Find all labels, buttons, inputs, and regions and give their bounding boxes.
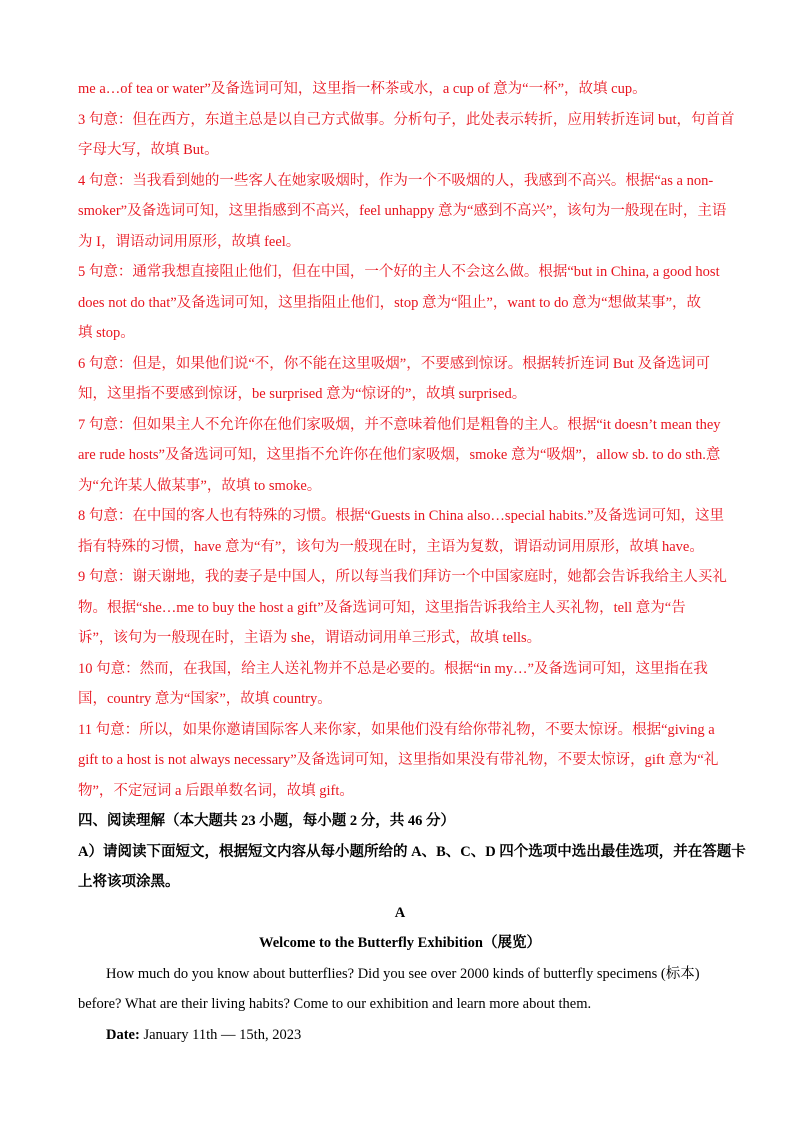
answer-line: 4 句意：当我看到她的一些客人在她家吸烟时，作为一个不吸烟的人，我感到不高兴。根据“as a non- <box>78 172 714 189</box>
section-instruction-cont: 上将该项涂黑。 <box>78 874 180 890</box>
section-instruction: A）请阅读下面短文，根据短文内容从每小题所给的 A、B、C、D 四个选项中选出最佳选项，并在答题卡 <box>78 843 746 860</box>
answer-item <box>78 105 735 166</box>
section-heading: 四、阅读理解（本大题共 23 小题，每小题 2 分，共 46 分） <box>78 813 455 829</box>
answer-line: 3 句意：但在西方，东道主总是以自己方式做事。分析句子，此处表示转折，应用转折连词 but，句首首 <box>78 111 735 128</box>
answer-line: 8 句意：在中国的客人也有特殊的习惯。根据“Guests in China also…special habits.”及备选词可知，这里 <box>78 508 725 524</box>
answer-line: 诉”，该句为一般现在时，主语为 she，谓语动词用单三形式，故填 tells。 <box>78 630 542 646</box>
answer-line: 填 stop。 <box>78 325 135 341</box>
answer-item <box>78 74 722 105</box>
answer-line: 物”，不定冠词 a 后跟单数名词，故填 gift。 <box>78 782 354 799</box>
answer-line: 字母大写，故填 But。 <box>78 142 219 158</box>
answer-item <box>78 715 722 807</box>
answer-line: 11 句意：所以，如果你邀请国际客人来你家，如果他们没有给你带礼物，不要太惊讶。根据“giving a <box>78 721 715 738</box>
answer-line: 国，country 意为“国家”，故填 country。 <box>78 691 332 707</box>
answer-item <box>78 166 727 258</box>
answer-item <box>78 349 722 410</box>
answer-line: gift to a host is not always necessary”及备选词可知，这里指如果没有带礼物，不要太惊讶，gift 意为“礼 <box>78 752 719 768</box>
answer-line: 为“允许某人做某事”，故填 to smoke。 <box>78 477 322 494</box>
answer-line: are rude hosts”及备选词可知，这里指不允许你在他们家吸烟，smoke 意为“吸烟”，allow sb. to do sth.意 <box>78 447 721 463</box>
passage-title: Welcome to the Butterfly Exhibition（展览） <box>259 935 541 951</box>
answer-line: smoker”及备选词可知，这里指感到不高兴，feel unhappy 意为“感到不高兴”，该句为一般现在时，主语 <box>78 203 727 219</box>
passage-paragraph: How much do you know about butterflies? Did you see over 2000 kinds of butterfly specimens (标本) <box>106 965 700 982</box>
answer-line: 为 I，谓语动词用原形，故填 feel。 <box>78 233 301 250</box>
answer-line: me a…of tea or water”及备选词可知，这里指一杯茶或水，a cup of 意为“一杯”，故填 cup。 <box>78 81 647 97</box>
date-label: Date: <box>106 1026 140 1043</box>
answer-line: 物。根据“she…me to buy the host a gift”及备选词可知，这里指告诉我给主人买礼物，tell 意为“告 <box>78 599 686 616</box>
answer-line: does not do that”及备选词可知，这里指阻止他们，stop 意为“阻止”，want to do 意为“想做某事”，故 <box>78 294 702 311</box>
passage-letter: A <box>394 904 406 921</box>
answer-item <box>78 410 722 502</box>
answer-item <box>78 562 727 654</box>
answer-explanations <box>78 74 735 806</box>
document-page <box>78 74 746 1050</box>
answer-line: 9 句意：谢天谢地，我的妻子是中国人，所以每当我们拜访一个中国家庭时，她都会告诉我给主人买礼 <box>78 569 727 585</box>
answer-line: 6 句意：但是，如果他们说“不，你不能在这里吸烟”，不要感到惊讶。根据转折连词 But 及备选词可 <box>78 355 710 372</box>
answer-item <box>78 257 722 349</box>
answer-line: 10 句意：然而，在我国，给主人送礼物并不总是必要的。根据“in my…”及备选词可知，这里指在我 <box>78 660 708 677</box>
answer-item <box>78 501 725 562</box>
answer-line: 7 句意：但如果主人不允许你在他们家吸烟，并不意味着他们是粗鲁的主人。根据“it doesn’t mean they <box>78 416 721 433</box>
answer-item <box>78 654 722 715</box>
answer-line: 5 句意：通常我想直接阻止他们，但在中国，一个好的主人不会这么做。根据“but in China, a good host <box>78 264 720 280</box>
answer-line: 知，这里指不要感到惊讶，be surprised 意为“惊讶的”，故填 surprised。 <box>78 386 527 402</box>
date-value: January 11th — 15th, 2023 <box>139 1026 302 1043</box>
answer-line: 指有特殊的习惯，have 意为“有”，该句为一般现在时，主语为复数，谓语动词用原形，故填 have。 <box>78 538 704 555</box>
passage-date <box>78 1020 722 1051</box>
passage-paragraph-cont: before? What are their living habits? Come to our exhibition and learn more about them. <box>78 996 592 1012</box>
